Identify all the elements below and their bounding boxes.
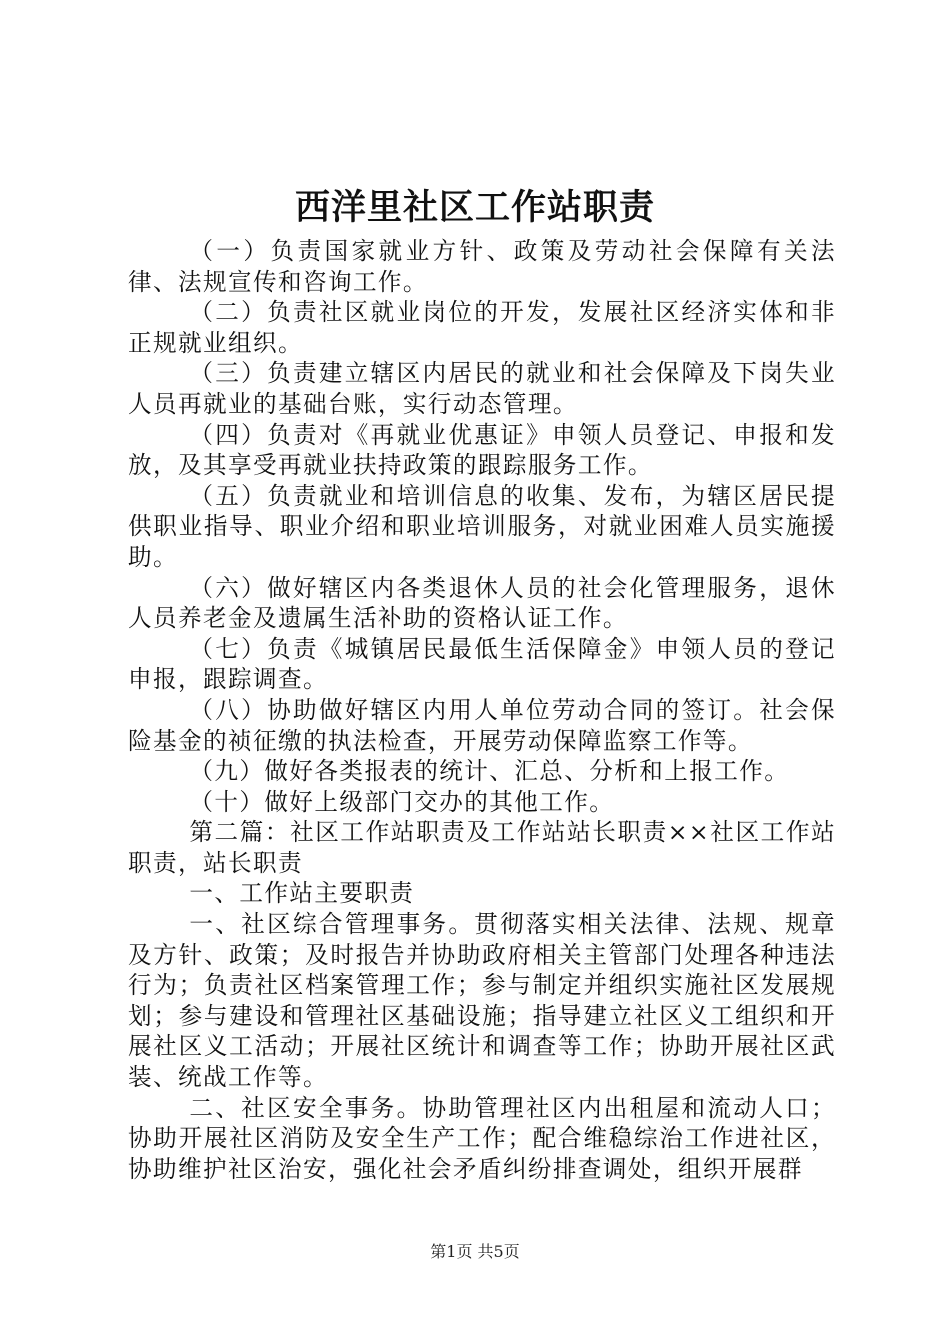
section-heading-part-two: 第二篇：社区工作站职责及工作站站长职责××社区工作站职责，站长职责 xyxy=(128,818,836,877)
paragraph-item-3: （三）负责建立辖区内居民的就业和社会保障及下岗失业人员再就业的基础台账，实行动态管理。 xyxy=(128,359,836,418)
paragraph-safety-affairs: 二、社区安全事务。协助管理社区内出租屋和流动人口；协助开展社区消防及安全生产工作；配合维稳综治工作进社区，协助维护社区治安，强化社会矛盾纠纷排查调处，组织开展群 xyxy=(128,1093,836,1183)
paragraph-item-6: （六）做好辖区内各类退休人员的社会化管理服务，退休人员养老金及遗属生活补助的资格认证工作。 xyxy=(128,573,836,633)
paragraph-item-10: （十）做好上级部门交办的其他工作。 xyxy=(189,787,615,816)
paragraph-item-9: （九）做好各类报表的统计、汇总、分析和上报工作。 xyxy=(189,757,790,786)
page-number-footer: 第1页 共5页 xyxy=(430,1242,520,1261)
paragraph-item-2: （二）负责社区就业岗位的开发，发展社区经济实体和非正规就业组织。 xyxy=(128,298,836,357)
paragraph-management-affairs: 一、社区综合管理事务。贯彻落实相关法律、法规、规章及方针、政策；及时报告并协助政府相关主管部门处理各种违法行为；负责社区档案管理工作；参与制定并组织实施社区发展规划；参与建设和管理社区基础设施；指导建立社区义工组织和开展社区义工活动；开展社区统计和调查等工作；协助开展社区武装、统战工作等。 xyxy=(128,910,836,1092)
document-title: 西洋里社区工作站职责 xyxy=(294,187,655,228)
paragraph-item-1: （一）负责国家就业方针、政策及劳动社会保障有关法律、法规宣传和咨询工作。 xyxy=(128,237,836,296)
paragraph-item-7: （七）负责《城镇居民最低生活保障金》申领人员的登记申报，跟踪调查。 xyxy=(128,634,836,694)
section-heading-duties: 一、工作站主要职责 xyxy=(189,879,415,908)
document-body xyxy=(128,236,836,1184)
paragraph-item-4: （四）负责对《再就业优惠证》申领人员登记、申报和发放，及其享受再就业扶持政策的跟踪服务工作。 xyxy=(128,420,836,480)
paragraph-item-8: （八）协助做好辖区内用人单位劳动合同的签订。社会保险基金的祯征缴的执法检查，开展劳动保障监察工作等。 xyxy=(128,695,836,755)
paragraph-item-5: （五）负责就业和培训信息的收集、发布，为辖区居民提供职业指导、职业介绍和职业培训服务，对就业困难人员实施援助。 xyxy=(128,481,836,571)
